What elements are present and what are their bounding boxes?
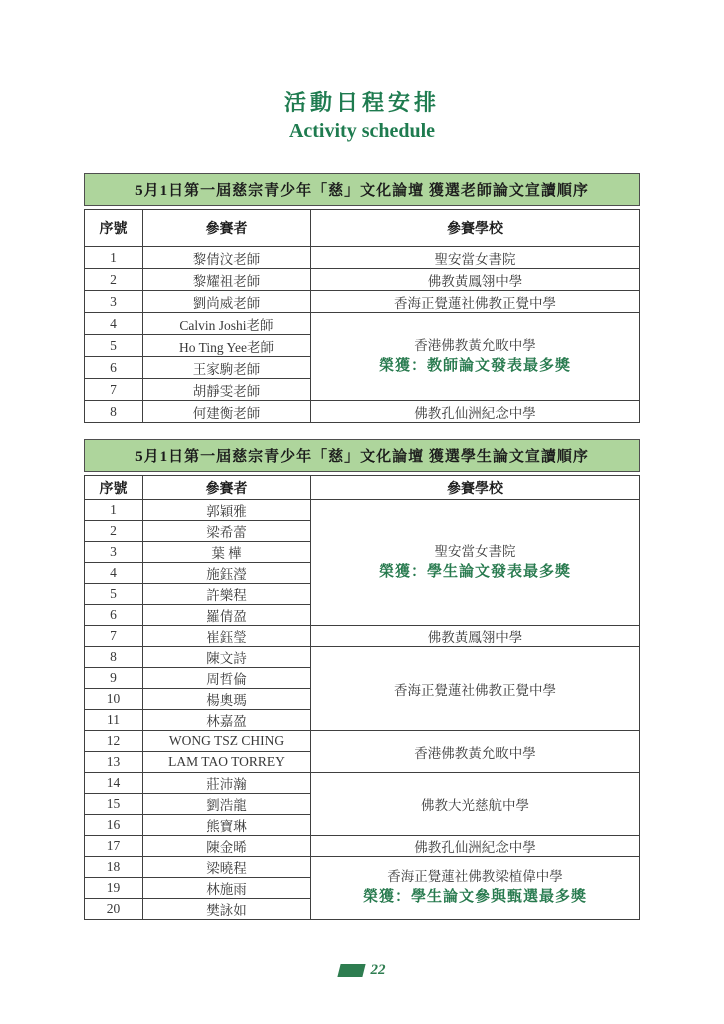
row-number-cell: 6 (85, 605, 143, 626)
table-row (85, 247, 640, 269)
row-number-cell: 4 (85, 563, 143, 584)
table-row (85, 401, 640, 423)
table-row (85, 857, 640, 878)
award-label: 榮獲：學生論文發表最多獎 (378, 563, 571, 580)
participant-name-cell: 梁希蕾 (143, 521, 311, 542)
participant-name-cell: 莊沛瀚 (143, 773, 311, 794)
participant-name-cell: 梁曉程 (143, 857, 311, 878)
row-number-cell: 4 (85, 313, 143, 335)
table-row (85, 291, 640, 313)
header-row (85, 476, 640, 500)
participant-name-cell: 許樂程 (143, 584, 311, 605)
row-number-cell: 5 (85, 584, 143, 605)
participant-name-cell: 崔鈺瑩 (143, 626, 311, 647)
participant-name-cell: 劉尚威老師 (143, 291, 311, 313)
school-cell: 佛教孔仙洲紀念中學 (311, 401, 640, 423)
row-number-cell: 1 (85, 247, 143, 269)
row-number-cell: 3 (85, 291, 143, 313)
column-header-participant: 參賽者 (143, 210, 311, 247)
participant-name-cell: 胡靜雯老師 (143, 379, 311, 401)
participant-name-cell: WONG TSZ CHING (143, 731, 311, 752)
row-number-cell: 8 (85, 401, 143, 423)
row-number-cell: 11 (85, 710, 143, 731)
table-row (85, 773, 640, 794)
row-number-cell: 19 (85, 878, 143, 899)
participant-name-cell: 劉浩龍 (143, 794, 311, 815)
participant-name-cell: 何建衡老師 (143, 401, 311, 423)
participant-name-cell: Ho Ting Yee老師 (143, 335, 311, 357)
table-row (85, 647, 640, 668)
column-header-no: 序號 (85, 210, 143, 247)
page-title-zh: 活動日程安排 (283, 90, 440, 115)
participant-name-cell: 施鈺瀅 (143, 563, 311, 584)
table-row (85, 313, 640, 335)
row-number-cell: 2 (85, 521, 143, 542)
row-number-cell: 1 (85, 500, 143, 521)
row-number-cell: 9 (85, 668, 143, 689)
school-cell (311, 313, 640, 401)
student-table-section (84, 439, 640, 920)
table-row (85, 731, 640, 752)
school-cell (311, 500, 640, 626)
participant-name-cell: 林施雨 (143, 878, 311, 899)
school-cell: 佛教孔仙洲紀念中學 (311, 836, 640, 857)
award-label: 榮獲：教師論文發表最多獎 (378, 357, 571, 374)
participant-name-cell: 黎耀祖老師 (143, 269, 311, 291)
table-row (85, 269, 640, 291)
teacher-table-section (84, 173, 640, 423)
participant-name-cell: 王家駒老師 (143, 357, 311, 379)
participant-name-cell: 熊寶琳 (143, 815, 311, 836)
school-cell: 香港佛教黃允畋中學 (311, 731, 640, 773)
teacher-table (84, 209, 640, 423)
row-number-cell: 13 (85, 752, 143, 773)
award-label: 榮獲：學生論文參與甄選最多獎 (362, 889, 587, 906)
school-cell: 佛教大光慈航中學 (311, 773, 640, 836)
school-cell: 佛教黃鳳翎中學 (311, 269, 640, 291)
page-title-en: Activity schedule (288, 120, 436, 142)
column-header-school: 參賽學校 (311, 210, 640, 247)
page-footer (0, 962, 724, 982)
row-number-cell: 6 (85, 357, 143, 379)
header-row (85, 210, 640, 247)
participant-name-cell: 郭穎雅 (143, 500, 311, 521)
school-name: 香港佛教黃允畋中學 (414, 337, 536, 353)
participant-name-cell: Calvin Joshi老師 (143, 313, 311, 335)
participant-name-cell: 楊奧瑪 (143, 689, 311, 710)
school-cell: 聖安當女書院 (311, 247, 640, 269)
participant-name-cell: 黎倩汶老師 (143, 247, 311, 269)
student-table (84, 475, 640, 920)
row-number-cell: 15 (85, 794, 143, 815)
school-cell (311, 857, 640, 920)
column-header-school: 參賽學校 (311, 476, 640, 500)
participant-name-cell: 羅倩盈 (143, 605, 311, 626)
school-cell: 香海正覺蓮社佛教正覺中學 (311, 291, 640, 313)
row-number-cell: 2 (85, 269, 143, 291)
participant-name-cell: 樊詠如 (143, 899, 311, 920)
participant-name-cell: 周哲倫 (143, 668, 311, 689)
table-row (85, 500, 640, 521)
page-number-marker-icon (337, 964, 365, 977)
row-number-cell: 18 (85, 857, 143, 878)
column-header-participant: 參賽者 (143, 476, 311, 500)
row-number-cell: 16 (85, 815, 143, 836)
teacher-table-banner: 5月1日第一屆慈宗青少年「慈」文化論壇 獲選老師論文宣讀順序 (84, 173, 640, 206)
row-number-cell: 8 (85, 647, 143, 668)
row-number-cell: 3 (85, 542, 143, 563)
page-number: 22 (370, 962, 386, 978)
school-cell: 香海正覺蓮社佛教正覺中學 (311, 647, 640, 731)
participant-name-cell: LAM TAO TORREY (143, 752, 311, 773)
school-name: 聖安當女書院 (434, 543, 516, 559)
table-row (85, 836, 640, 857)
school-cell: 佛教黃鳳翎中學 (311, 626, 640, 647)
participant-name-cell: 陳金晞 (143, 836, 311, 857)
row-number-cell: 7 (85, 379, 143, 401)
row-number-cell: 12 (85, 731, 143, 752)
row-number-cell: 20 (85, 899, 143, 920)
school-name: 香海正覺蓮社佛教梁植偉中學 (387, 869, 563, 885)
row-number-cell: 7 (85, 626, 143, 647)
row-number-cell: 5 (85, 335, 143, 357)
row-number-cell: 10 (85, 689, 143, 710)
row-number-cell: 14 (85, 773, 143, 794)
table-row (85, 626, 640, 647)
participant-name-cell: 林嘉盈 (143, 710, 311, 731)
student-table-banner: 5月1日第一屆慈宗青少年「慈」文化論壇 獲選學生論文宣讀順序 (84, 439, 640, 472)
participant-name-cell: 陳文詩 (143, 647, 311, 668)
participant-name-cell: 葉 樺 (143, 542, 311, 563)
row-number-cell: 17 (85, 836, 143, 857)
column-header-no: 序號 (85, 476, 143, 500)
